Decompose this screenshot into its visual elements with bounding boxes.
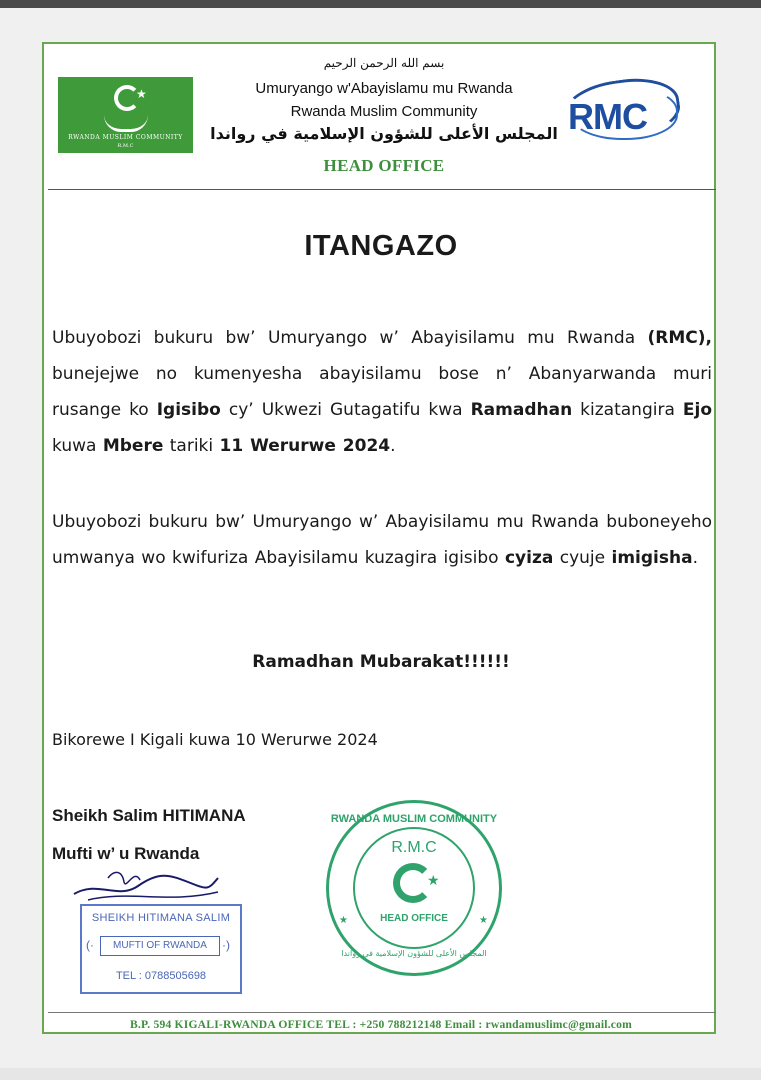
text: Ubuyobozi bukuru bw’ Umuryango w’ Abayisilamu mu Rwanda bbox=[52, 328, 648, 348]
logo-subcaption: R.M.C bbox=[117, 143, 134, 149]
bold-text: Mbere bbox=[102, 436, 164, 456]
header-divider bbox=[48, 189, 716, 190]
handwritten-signature bbox=[68, 860, 228, 910]
logo-text: RMC bbox=[568, 96, 647, 137]
seal-center-text: R.M.C bbox=[391, 839, 437, 856]
bottom-bar bbox=[0, 1068, 761, 1080]
logo-caption: RWANDA MUSLIM COMMUNITY bbox=[68, 134, 183, 141]
stamp-bracket-icon: ·) bbox=[222, 938, 230, 952]
stamp-phone: TEL : 0788505698 bbox=[115, 970, 207, 982]
announcement-paragraph-1 bbox=[52, 320, 712, 464]
greeting: Ramadhan Mubarakat!!!!!! bbox=[252, 652, 510, 672]
seal-office-text: HEAD OFFICE bbox=[380, 913, 448, 924]
text: . bbox=[390, 436, 396, 456]
text: Ubuyobozi bukuru bw’ Umuryango w’ Abayisilamu mu Rwanda buboneyeho umwanya wo kwifuriza Abayisilamu kuzagira igisibo bbox=[52, 512, 712, 568]
text: bunejejwe no kumenyesha abayisilamu bose n’ Abanyarwanda muri rusange ko bbox=[52, 364, 712, 420]
text: . bbox=[692, 548, 698, 568]
mufti-stamp bbox=[80, 904, 242, 994]
bold-text: Igisibo bbox=[156, 400, 221, 420]
org-name-english: Rwanda Muslim Community bbox=[290, 103, 478, 120]
seal-ring-text: RWANDA MUSLIM COMMUNITY bbox=[330, 813, 498, 825]
stamp-bracket-icon: (· bbox=[86, 938, 94, 952]
document-title: ITANGAZO bbox=[304, 230, 458, 262]
bold-text: Ramadhan bbox=[470, 400, 573, 420]
star-icon: ★ bbox=[136, 87, 147, 101]
seal-arabic-text: المجلس الأعلى للشؤون الإسلامية في رواندا bbox=[341, 949, 487, 958]
bold-text: cyiza bbox=[504, 548, 554, 568]
text: kuwa bbox=[52, 436, 103, 456]
stamp-title-box bbox=[100, 936, 220, 956]
announcement-paragraph-2 bbox=[52, 504, 712, 576]
announcement-document bbox=[42, 42, 716, 1034]
text: tariki bbox=[163, 436, 220, 456]
stamp-name: SHEIKH HITIMANA SALIM bbox=[91, 912, 231, 924]
text: kizatangira bbox=[572, 400, 683, 420]
org-name-arabic: المجلس الأعلى للشؤون الإسلامية في رواندا bbox=[210, 124, 558, 143]
star-icon: ★ bbox=[427, 873, 440, 889]
footer-contact: B.P. 594 KIGALI-RWANDA OFFICE TEL : +250 788212148 Email : rwandamuslimc@gmail.com bbox=[130, 1018, 632, 1031]
bold-text: Ejo bbox=[682, 400, 713, 420]
bold-text: imigisha bbox=[611, 548, 693, 568]
org-name-kinyarwanda: Umuryango w'Abayislamu mu Rwanda bbox=[255, 80, 513, 97]
book-icon bbox=[104, 115, 148, 132]
head-office-label: HEAD OFFICE bbox=[323, 156, 445, 175]
top-bar bbox=[0, 0, 761, 8]
stamp-title: MUFTI OF RWANDA bbox=[113, 940, 207, 951]
bold-text: (RMC), bbox=[647, 328, 712, 348]
rmc-flag-logo bbox=[58, 77, 193, 153]
rmc-round-seal bbox=[326, 800, 502, 976]
star-icon: ★ bbox=[339, 915, 348, 926]
bold-text: 11 Werurwe 2024 bbox=[219, 436, 391, 456]
basmala: بسم الله الرحمن الرحيم bbox=[323, 56, 445, 70]
text: cyuje bbox=[553, 548, 612, 568]
text: cy’ Ukwezi Gutagatifu kwa bbox=[220, 400, 471, 420]
date-line: Bikorewe I Kigali kuwa 10 Werurwe 2024 bbox=[52, 730, 378, 749]
signer-title: Mufti w’ u Rwanda bbox=[52, 844, 200, 863]
rmc-logo bbox=[560, 74, 678, 140]
signer-name: Sheikh Salim HITIMANA bbox=[52, 806, 246, 825]
star-icon: ★ bbox=[479, 915, 488, 926]
footer-divider bbox=[48, 1012, 716, 1013]
